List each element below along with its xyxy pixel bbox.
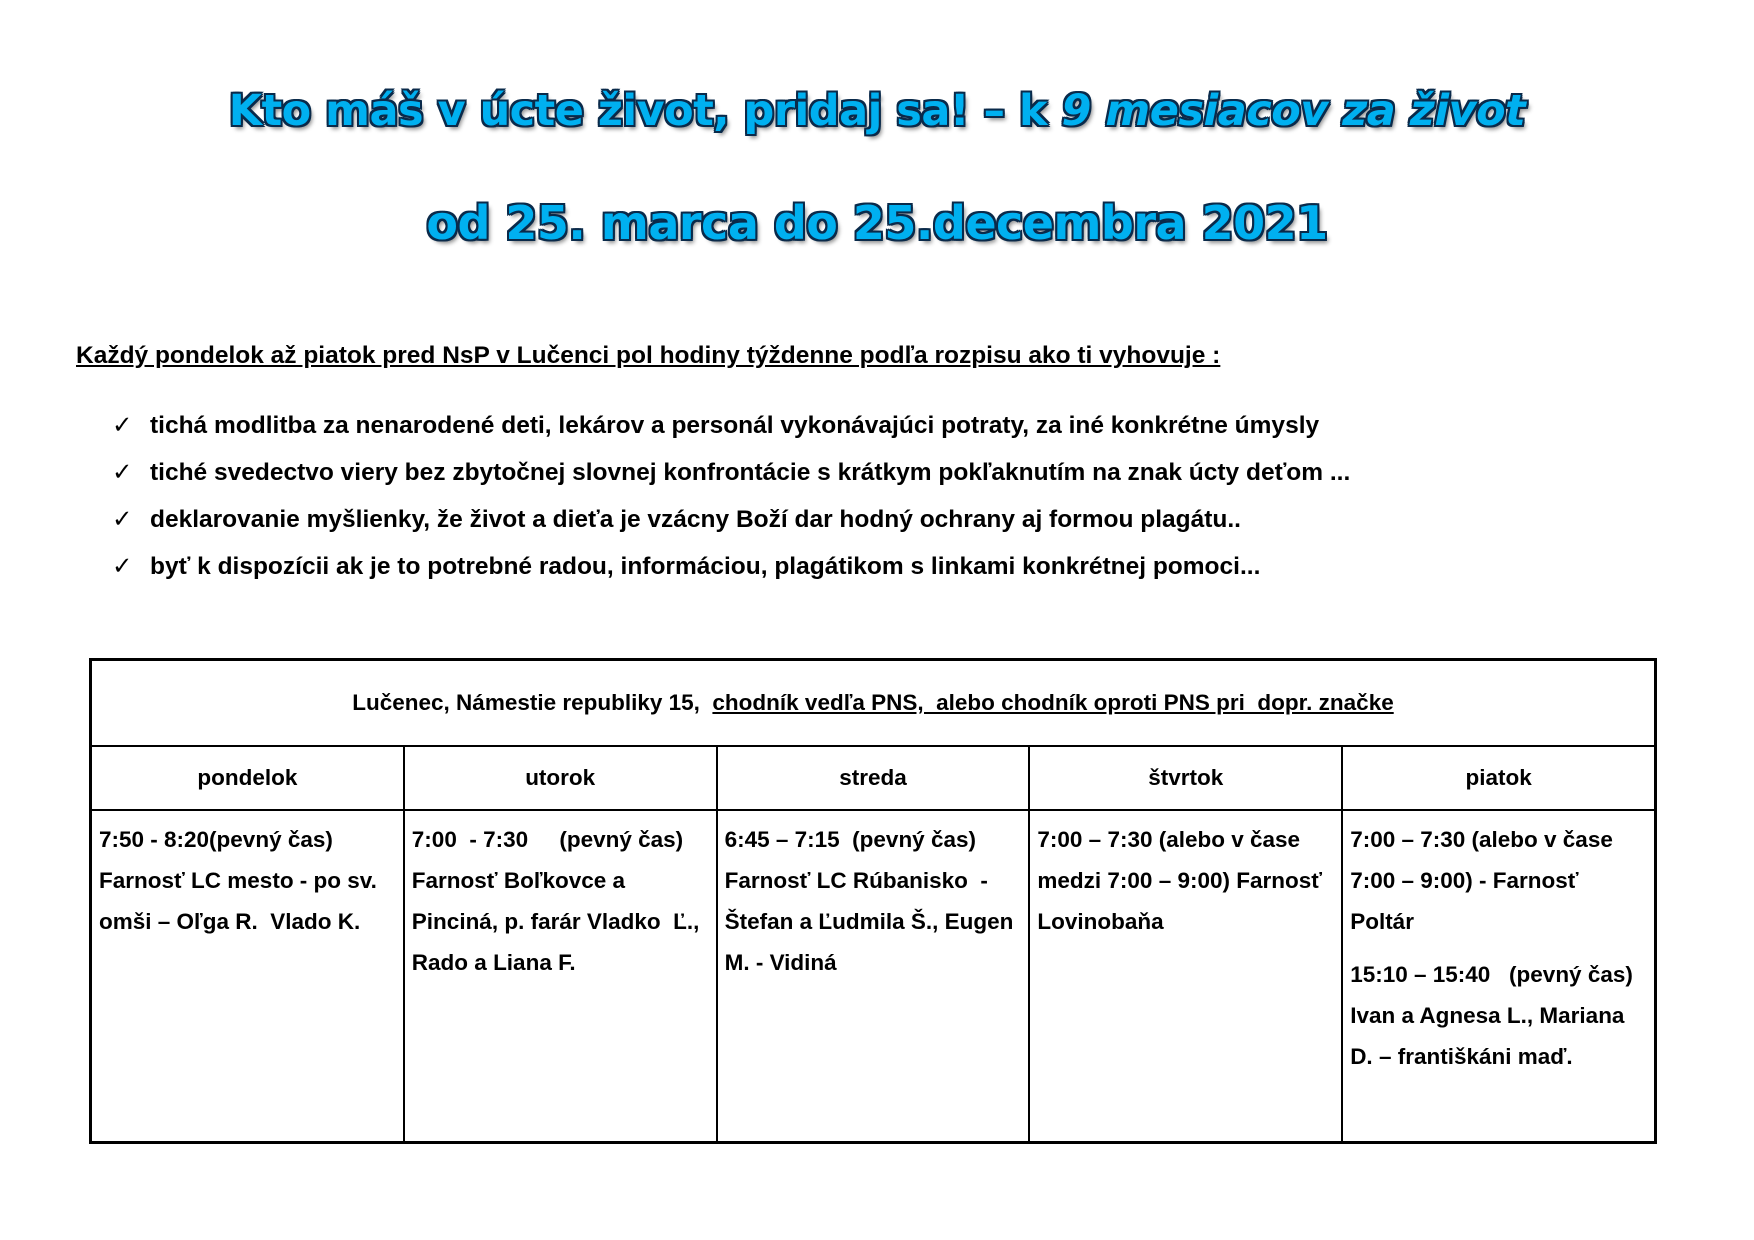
bullet-text: byť k dispozícii ak je to potrebné radou, informáciou, plagátikom s linkami konkrétnej pomoci...: [150, 553, 1261, 580]
title-line-1: [0, 86, 1754, 136]
schedule-entry: 7:00 – 7:30 (alebo v čase medzi 7:00 – 9:00) Farnosť Lovinobaňa: [1037, 827, 1329, 934]
title-line-1-italic: 9 mesiacov za život: [1061, 86, 1526, 136]
bullet-list: [112, 402, 1350, 590]
check-icon: ✓: [112, 459, 133, 486]
day-cell: [92, 811, 403, 942]
bullet-text: tichá modlitba za nenarodené deti, lekárov a personál vykonávajúci potraty, za iné konkrétne úmysly: [150, 412, 1320, 439]
check-icon: ✓: [112, 412, 133, 439]
title-line-2: od 25. marca do 25.decembra 2021: [426, 196, 1328, 250]
day-cell: [1343, 811, 1658, 1077]
day-cell: [1030, 811, 1341, 942]
day-column-piatok: [1343, 747, 1658, 1144]
list-item: [112, 449, 1350, 496]
location-underlined: chodník vedľa PNS, alebo chodník oproti PNS pri dopr. značke: [712, 690, 1394, 715]
bullet-text: tiché svedectvo viery bez zbytočnej slovnej konfrontácie s krátkym pokľaknutím na znak úcty deťom ...: [150, 459, 1351, 486]
day-header: streda: [718, 747, 1029, 811]
location-plain: Lučenec, Námestie republiky 15,: [352, 690, 713, 715]
bullet-text: deklarovanie myšlienky, že život a dieťa je vzácny Boží dar hodný ochrany aj formou plagátu..: [150, 506, 1241, 533]
schedule-entry: 7:00 – 7:30 (alebo v čase 7:00 – 9:00) - Farnosť Poltár: [1350, 827, 1620, 934]
day-header: štvrtok: [1030, 747, 1341, 811]
day-cell: [405, 811, 716, 983]
check-icon: ✓: [112, 553, 133, 580]
day-column-streda: [718, 747, 1031, 1144]
schedule-entry: 7:50 - 8:20(pevný čas) Farnosť LC mesto - po sv. omši – Oľga R. Vlado K.: [99, 827, 384, 934]
title-line-1-text: Kto máš v úcte život, pridaj sa! – k: [228, 86, 1062, 136]
schedule-entry: 15:10 – 15:40 (pevný čas) Ivan a Agnesa L., Mariana D. – františkáni maď.: [1350, 962, 1658, 1069]
day-columns: [92, 747, 1658, 1144]
intro-text: Každý pondelok až piatok pred NsP v Lučenci pol hodiny týždenne podľa rozpisu ako ti vyhovuje :: [76, 342, 1221, 369]
day-cell: [718, 811, 1029, 983]
check-icon: ✓: [112, 506, 133, 533]
list-item: [112, 543, 1350, 590]
day-header: pondelok: [92, 747, 403, 811]
schedule-entry: 7:00 - 7:30 (pevný čas) Farnosť Boľkovce a Pinciná, p. farár Vladko Ľ., Rado a Liana F.: [411, 827, 706, 975]
list-item: [112, 496, 1350, 543]
schedule-table: [89, 658, 1657, 1144]
day-header: piatok: [1343, 747, 1654, 811]
location-header: [92, 661, 1654, 747]
list-item: [112, 402, 1350, 449]
day-column-pondelok: [92, 747, 405, 1144]
day-column-utorok: [405, 747, 718, 1144]
day-header: utorok: [405, 747, 716, 811]
day-column-stvrtok: [1030, 747, 1343, 1144]
schedule-entry: 6:45 – 7:15 (pevný čas) Farnosť LC Rúbanisko - Štefan a Ľudmila Š., Eugen M. - Vidiná: [724, 827, 1020, 975]
